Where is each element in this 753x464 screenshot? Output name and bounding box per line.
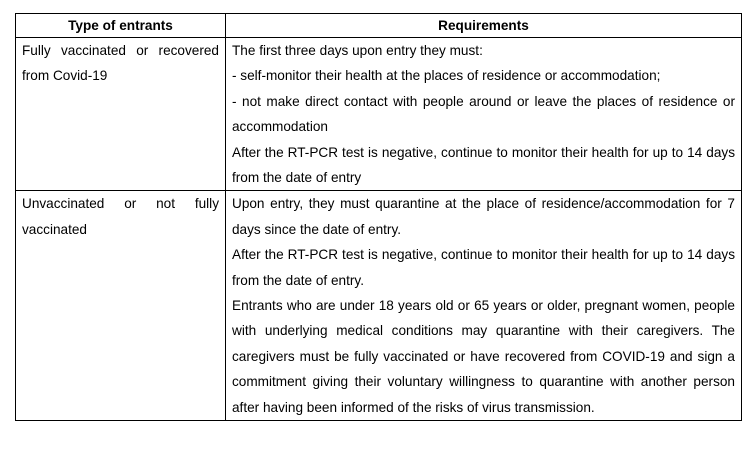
entrant-type-text: Unvaccinated or not fully vaccinated	[22, 196, 219, 237]
entrant-type-text: Fully vaccinated or recovered from Covid-19	[22, 43, 219, 84]
requirements-cell	[226, 38, 742, 191]
table-row	[16, 191, 742, 421]
requirements-cell	[226, 191, 742, 421]
requirement-line: After the RT-PCR test is negative, continue to monitor their health for up to 14 days from the date of entry	[232, 144, 735, 186]
entrant-type-cell	[16, 38, 226, 191]
requirement-line: After the RT-PCR test is negative, continue to monitor their health for up to 14 days from the date of entry.	[232, 247, 735, 288]
entry-requirements-table	[15, 13, 742, 421]
requirement-line: Entrants who are under 18 years old or 65 years or older, pregnant women, people with underlying medical conditions may quarantine with their caregivers. The caregivers must be fully vaccinated or have recovered from COVID-19 and sign a commitment giving their voluntary willingness to quarantine with another person after having been informed of the risks of virus transmission.	[232, 298, 735, 415]
header-requirements: Requirements	[226, 14, 742, 38]
table-row	[16, 38, 742, 191]
requirement-line: Upon entry, they must quarantine at the place of residence/accommodation for 7 days since the date of entry.	[232, 196, 735, 237]
entrant-type-cell	[16, 191, 226, 421]
header-row	[16, 14, 742, 38]
requirement-line: - not make direct contact with people around or leave the places of residence or accommodation	[232, 93, 735, 135]
requirement-line: The first three days upon entry they must:	[232, 43, 483, 58]
header-type-of-entrants: Type of entrants	[16, 14, 226, 38]
requirement-line: - self-monitor their health at the places of residence or accommodation;	[232, 68, 661, 84]
